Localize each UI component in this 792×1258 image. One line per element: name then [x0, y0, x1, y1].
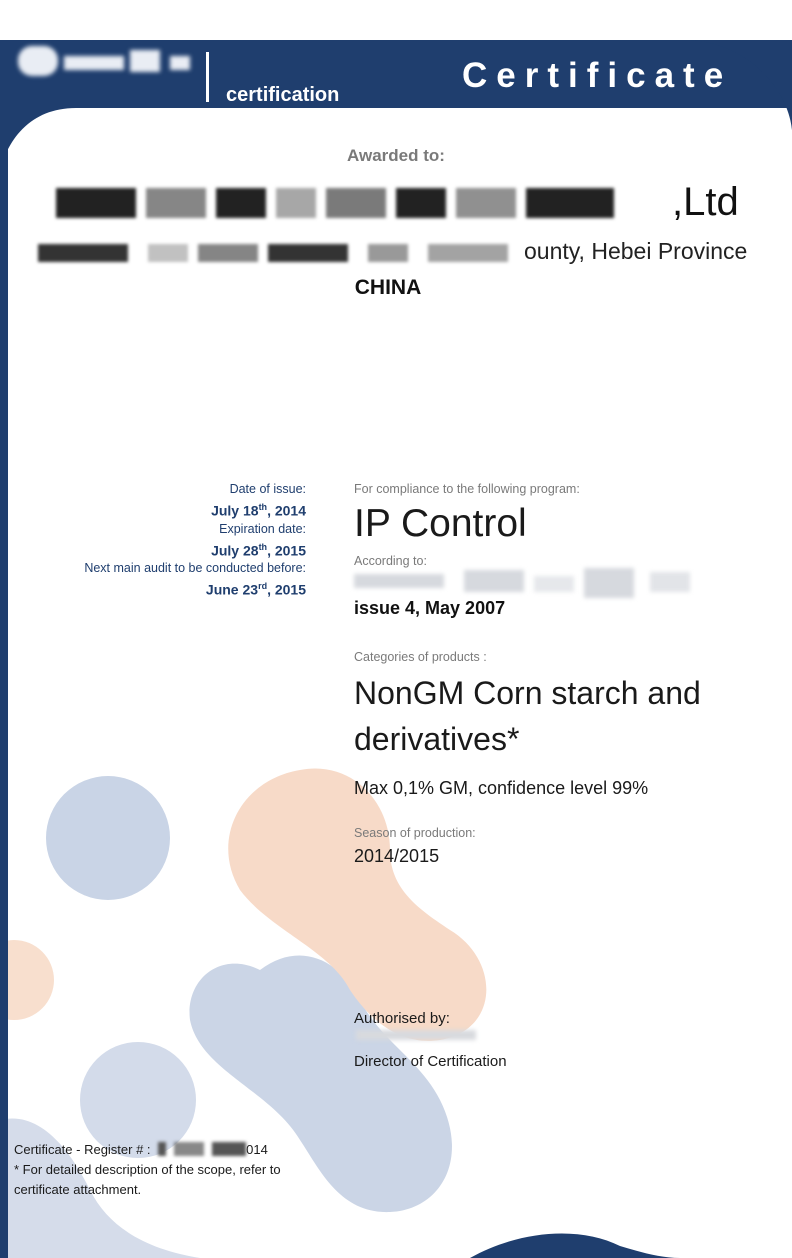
products-name: NonGM Corn starch and derivatives*: [354, 675, 701, 757]
program-issue: issue 4, May 2007: [354, 598, 506, 618]
recipient-address-suffix: ounty, Hebei Province: [524, 238, 748, 264]
redacted-company-name: [56, 188, 614, 218]
redacted-standard: [354, 566, 694, 602]
redacted-address: [38, 244, 508, 262]
program-name: IP Control: [354, 502, 527, 545]
issue-date-label: Date of issue:: [229, 482, 306, 496]
recipient-country: CHINA: [354, 276, 422, 299]
register-number-suffix: 014: [246, 1142, 268, 1157]
products-label: Categories of products :: [354, 650, 487, 664]
expiration-date-value: July 28th, 2015: [211, 541, 306, 559]
signatory-title: Director of Certification: [354, 1053, 507, 1070]
dates-block: [84, 480, 306, 599]
brand-subtitle: certification: [226, 84, 340, 106]
redacted-signatory: [356, 1026, 478, 1042]
register-label: Certificate - Register # :: [14, 1142, 151, 1157]
expiration-date-label: Expiration date:: [219, 521, 306, 536]
recipient-address: [38, 236, 768, 266]
footer-arc: [470, 1234, 680, 1258]
awarded-label: Awarded to:: [347, 146, 445, 165]
register-line: [14, 1142, 268, 1157]
according-label: According to:: [354, 554, 427, 568]
recipient-name-suffix: ,Ltd: [672, 180, 739, 224]
season-value: 2014/2015: [354, 846, 440, 866]
redacted-register-number: [154, 1142, 246, 1156]
next-audit-value: June 23rd, 2015: [205, 581, 306, 598]
season-label: Season of production:: [354, 826, 476, 840]
gm-limit: Max 0,1% GM, confidence level 99%: [354, 778, 649, 798]
recipient-name: [56, 180, 756, 230]
issuer-logo: [18, 40, 196, 84]
next-audit-label: Next main audit to be conducted before:: [84, 561, 306, 576]
authorised-label: Authorised by:: [354, 1010, 450, 1027]
certificate-title: Certificate: [462, 56, 733, 95]
program-label: For compliance to the following program:: [354, 482, 580, 496]
issue-date-value: July 18th, 2014: [211, 502, 306, 519]
scope-footnote: * For detailed description of the scope, refer to certificate attachment.: [14, 1162, 281, 1197]
